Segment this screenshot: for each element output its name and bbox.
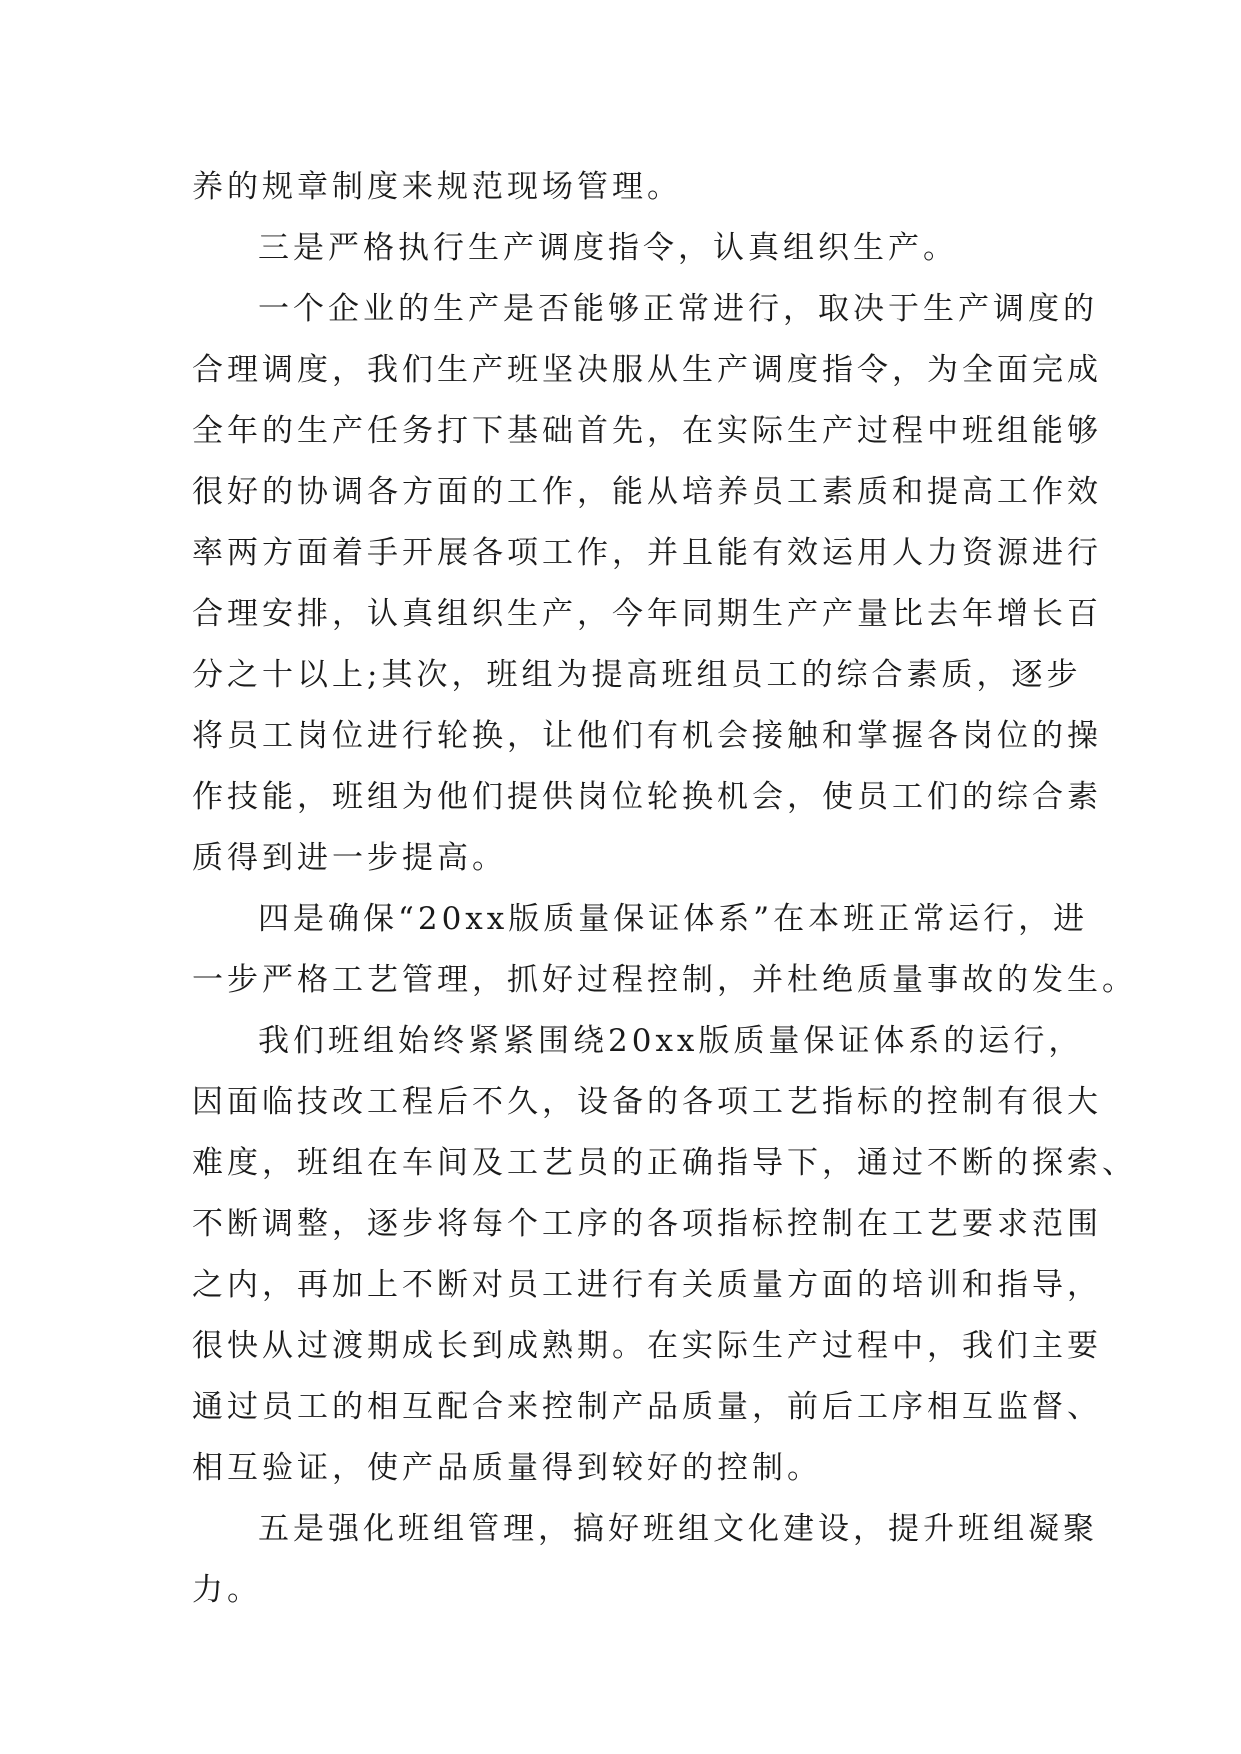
text-line: 一步严格工艺管理，抓好过程控制，并杜绝质量事故的发生。 [192,962,1137,998]
text-line: 率两方面着手开展各项工作，并且能有效运用人力资源进行 [192,535,1102,571]
text-line: 质得到进一步提高。 [192,840,507,876]
text-line: 因面临技改工程后不久，设备的各项工艺指标的控制有很大 [192,1084,1102,1120]
text-line: 全年的生产任务打下基础首先，在实际生产过程中班组能够 [192,413,1102,449]
text-line: 一个企业的生产是否能够正常进行，取决于生产调度的 [258,291,1098,327]
paragraph-heading: 三是严格执行生产调度指令，认真组织生产。 [258,230,958,266]
text-line: 很快从过渡期成长到成熟期。在实际生产过程中，我们主要 [192,1328,1102,1364]
text-line: 分之十以上;其次，班组为提高班组员工的综合素质，逐步 [192,657,1082,693]
text-line: 将员工岗位进行轮换，让他们有机会接触和掌握各岗位的操 [192,718,1102,754]
text-line: 不断调整，逐步将每个工序的各项指标控制在工艺要求范围 [192,1206,1102,1242]
text-line: 难度，班组在车间及工艺员的正确指导下，通过不断的探索、 [192,1145,1137,1181]
text-line: 相互验证，使产品质量得到较好的控制。 [192,1450,822,1486]
text-line: 合理安排，认真组织生产，今年同期生产产量比去年增长百 [192,596,1102,632]
text-line: 养的规章制度来规范现场管理。 [192,169,682,205]
text-line: 力。 [192,1572,262,1608]
paragraph-heading: 四是确保“20xx版质量保证体系”在本班正常运行，进 [258,901,1089,937]
paragraph-heading: 五是强化班组管理，搞好班组文化建设，提升班组凝聚 [258,1511,1098,1547]
text-line: 通过员工的相互配合来控制产品质量，前后工序相互监督、 [192,1389,1102,1425]
document-body [192,157,1137,1621]
text-line: 之内，再加上不断对员工进行有关质量方面的培训和指导， [192,1267,1102,1303]
text-line: 我们班组始终紧紧围绕20xx版质量保证体系的运行， [258,1023,1084,1059]
text-line: 作技能，班组为他们提供岗位轮换机会，使员工们的综合素 [192,779,1102,815]
text-line: 合理调度，我们生产班坚决服从生产调度指令，为全面完成 [192,352,1102,388]
text-line: 很好的协调各方面的工作，能从培养员工素质和提高工作效 [192,474,1102,510]
